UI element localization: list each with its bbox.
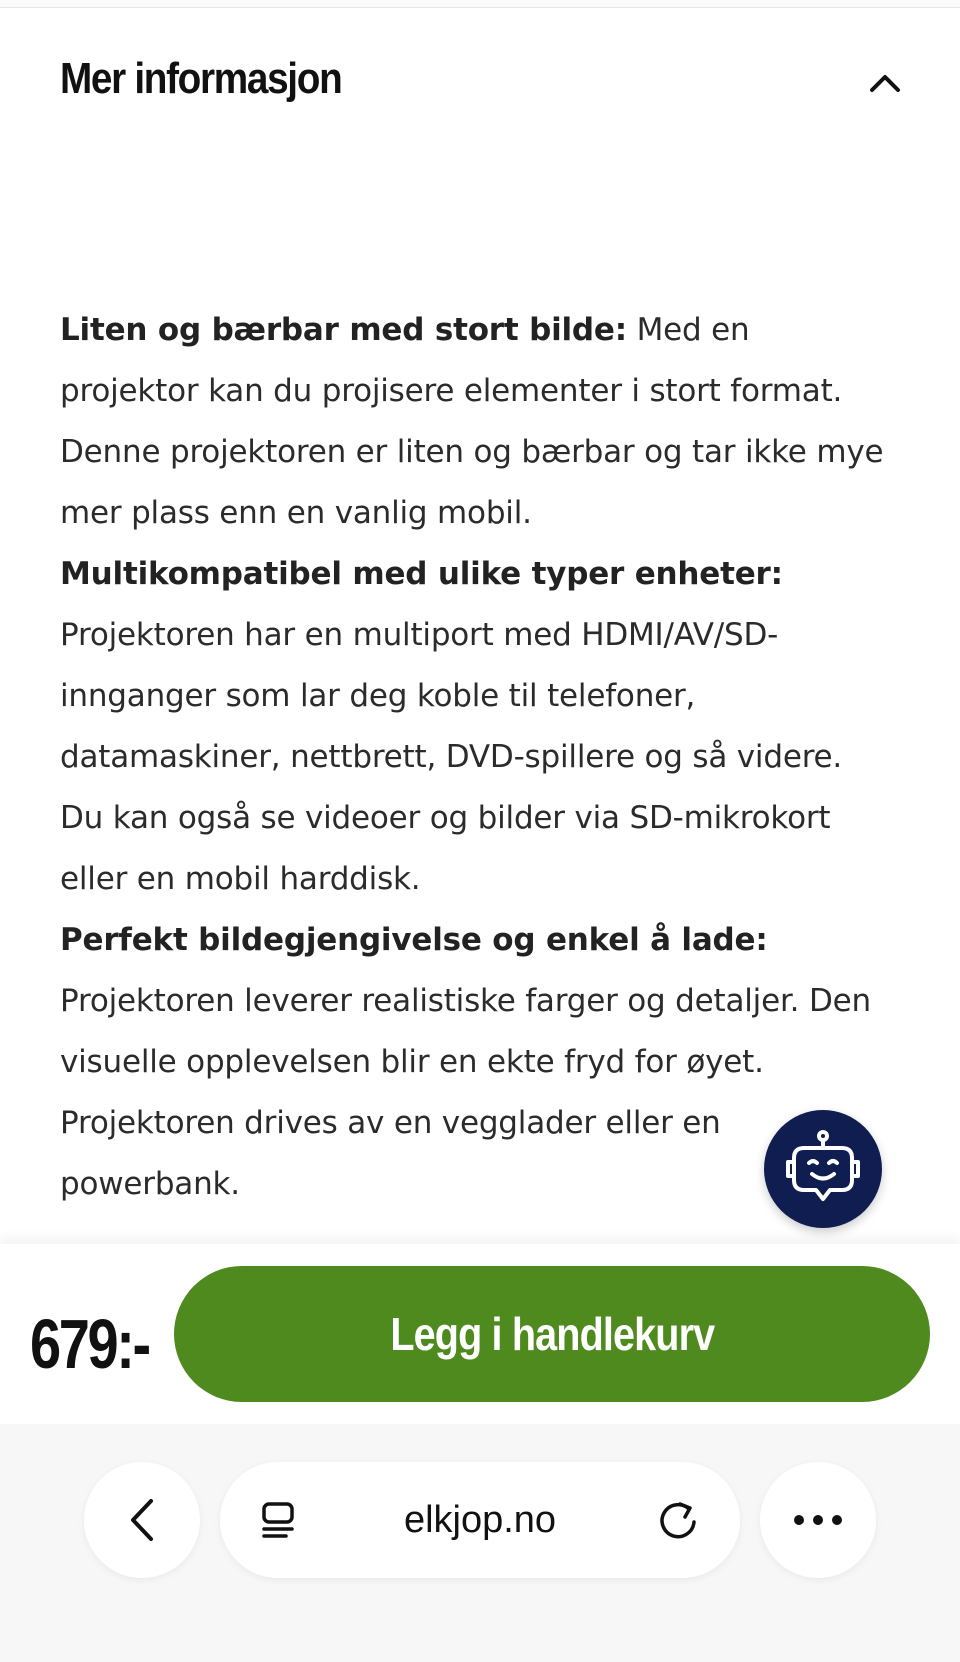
- chatbot-button[interactable]: [764, 1110, 882, 1228]
- section-title: Mer informasjon: [60, 54, 342, 103]
- product-description: [60, 300, 890, 1215]
- reader-mode-icon[interactable]: [256, 1498, 300, 1542]
- url-text[interactable]: elkjop.no: [403, 1498, 557, 1541]
- add-to-cart-label: Legg i handlekurv: [390, 1308, 714, 1360]
- chatbot-icon: [780, 1126, 866, 1212]
- purchase-bar: [0, 1244, 960, 1424]
- chevron-left-icon: [125, 1497, 159, 1543]
- paragraph-heading: Multikompatibel med ulike typer enheter:: [60, 556, 783, 592]
- chevron-up-icon[interactable]: [862, 60, 908, 106]
- add-to-cart-button[interactable]: [174, 1266, 930, 1402]
- paragraph-text: Projektoren leverer realistiske farger og detaljer. Den visuelle opplevelsen blir en ekte fryd for øyet. Projektoren drives av en vegglader eller en powerbank.: [60, 983, 871, 1202]
- paragraph-heading: Perfekt bildegjengivelse og enkel å lade:: [60, 922, 768, 958]
- more-options-button[interactable]: [760, 1462, 876, 1578]
- back-button[interactable]: [84, 1462, 200, 1578]
- description-paragraph: [60, 300, 890, 544]
- more-info-header[interactable]: [0, 40, 960, 120]
- description-paragraph: [60, 544, 890, 910]
- address-bar[interactable]: [220, 1462, 740, 1578]
- reload-icon[interactable]: [656, 1498, 702, 1544]
- price-label: 679:-: [30, 1305, 149, 1383]
- top-divider: [0, 0, 960, 8]
- paragraph-text: Med en projektor kan du projisere elementer i stort format. Denne projektoren er liten og bærbar og tar ikke mye mer plass enn en vanlig mobil.: [60, 312, 884, 531]
- more-dots-icon: [792, 1514, 844, 1526]
- paragraph-text: Projektoren har en multiport med HDMI/AV/SD-innganger som lar deg koble til telefoner, datamaskiner, nettbrett, DVD-spillere og så videre. Du kan også se videoer og bilder via SD-mikrokort eller en mobil harddisk.: [60, 617, 843, 897]
- browser-toolbar: [0, 1424, 960, 1662]
- paragraph-heading: Liten og bærbar med stort bilde:: [60, 312, 627, 348]
